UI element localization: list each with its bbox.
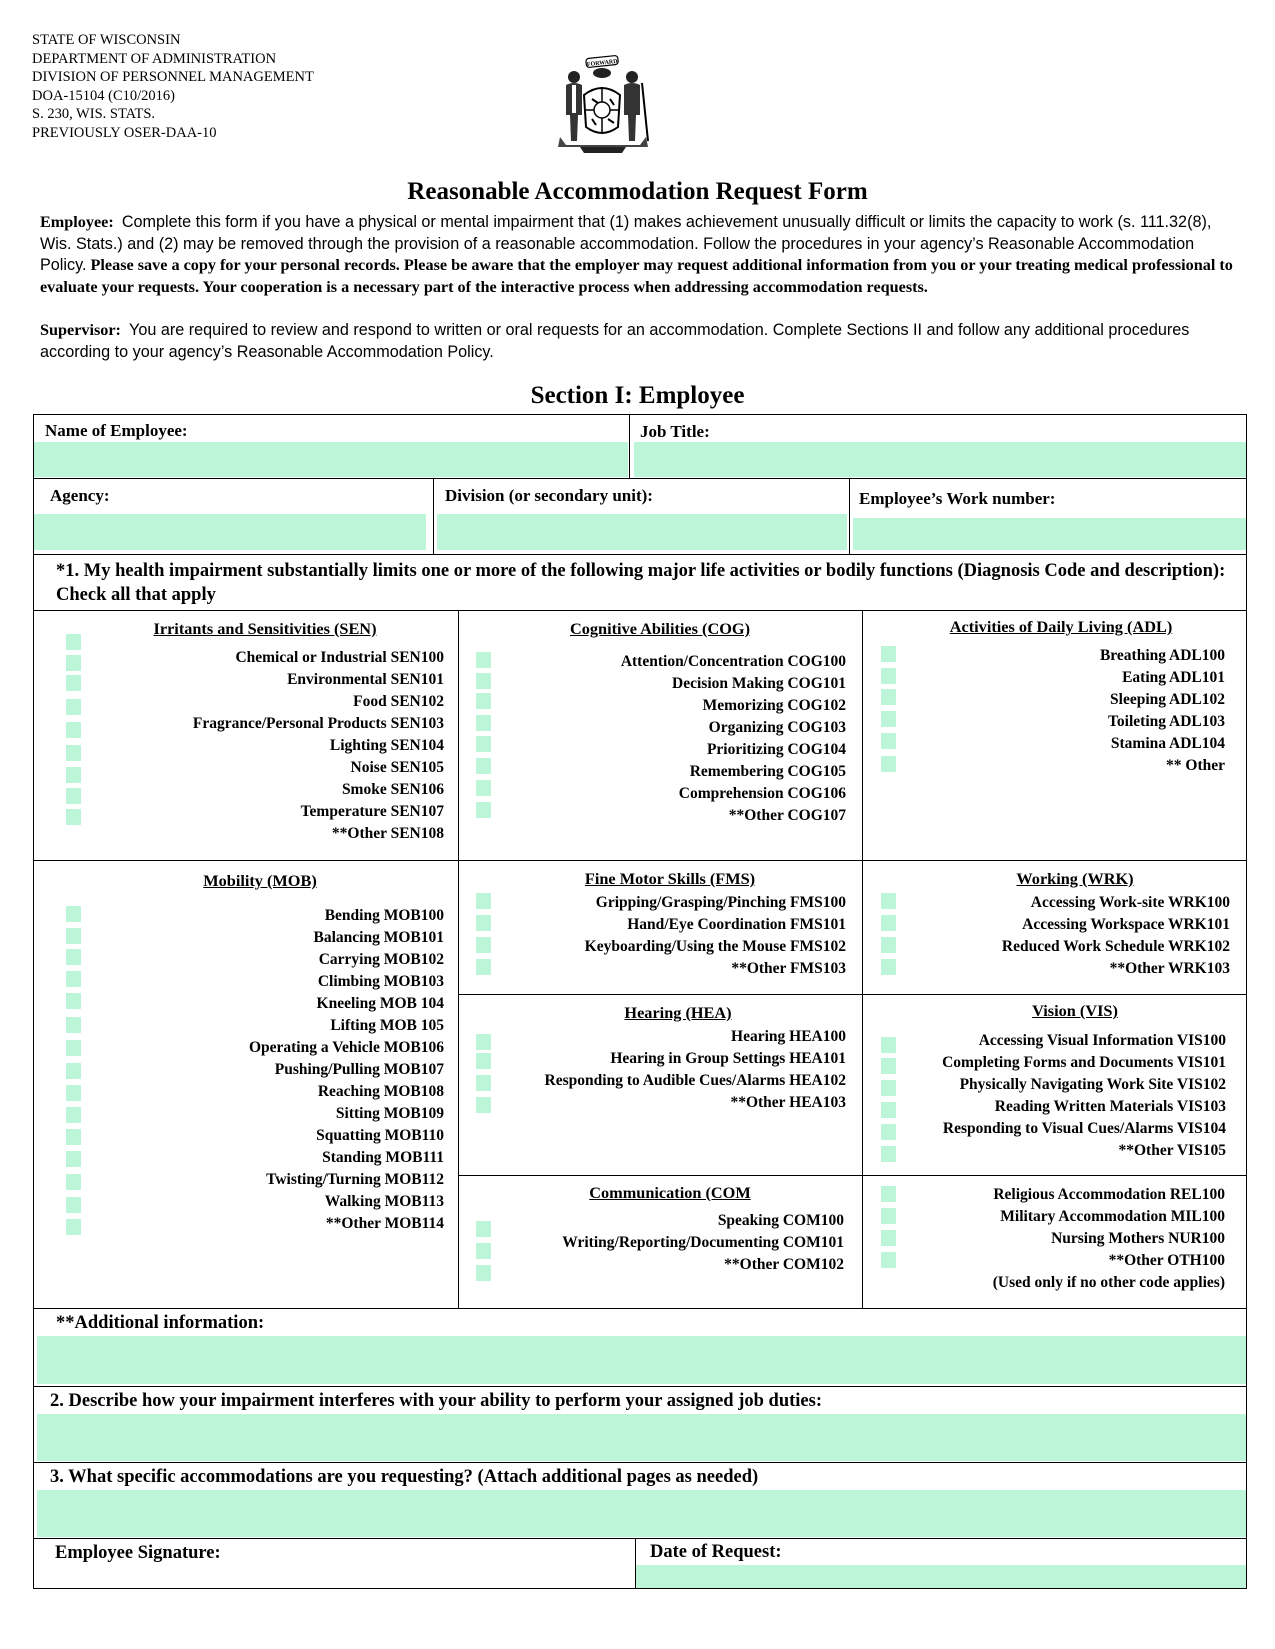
category-title: Hearing (HEA) xyxy=(624,1003,732,1022)
option-checkbox[interactable] xyxy=(66,971,81,987)
option-checkbox[interactable] xyxy=(66,722,81,738)
option-label: Walking MOB113 xyxy=(324,1193,444,1210)
option-checkbox[interactable] xyxy=(881,959,896,975)
option-label: Chemical or Industrial SEN100 xyxy=(235,649,444,666)
option-label: (Used only if no other code applies) xyxy=(992,1274,1225,1291)
option-label: Lighting SEN104 xyxy=(329,737,444,754)
option-label: Remembering COG105 xyxy=(689,763,846,780)
header-line: STATE OF WISCONSIN xyxy=(32,32,181,48)
option-label: Carrying MOB102 xyxy=(318,951,444,968)
option-checkbox[interactable] xyxy=(66,1063,81,1079)
option-label: Standing MOB111 xyxy=(322,1149,444,1166)
option-checkbox[interactable] xyxy=(881,1102,896,1118)
option-checkbox[interactable] xyxy=(476,1221,491,1237)
option-checkbox[interactable] xyxy=(66,1129,81,1145)
option-label: Accessing Workspace WRK101 xyxy=(1022,916,1230,933)
option-checkbox[interactable] xyxy=(476,937,491,953)
option-label: Breathing ADL100 xyxy=(1099,647,1225,664)
option-label: Memorizing COG102 xyxy=(702,697,846,714)
date-input[interactable] xyxy=(636,1565,1246,1588)
option-checkbox[interactable] xyxy=(476,959,491,975)
option-checkbox[interactable] xyxy=(881,1252,896,1268)
option-label: Environmental SEN101 xyxy=(287,671,444,688)
option-label: Twisting/Turning MOB112 xyxy=(266,1171,444,1188)
option-label: Reduced Work Schedule WRK102 xyxy=(1001,938,1230,955)
category-cog xyxy=(470,610,846,860)
option-checkbox[interactable] xyxy=(881,1146,896,1162)
form-title: Reasonable Accommodation Request Form xyxy=(407,178,868,205)
category-mob xyxy=(60,860,444,1308)
question-2: 2. Describe how your impairment interferes with your ability to perform your assigned job duties: xyxy=(50,1391,822,1411)
supervisor-label: Supervisor: xyxy=(40,321,121,339)
option-label: **Other SEN108 xyxy=(331,825,444,842)
option-checkbox[interactable] xyxy=(476,1075,491,1091)
option-label: Pushing/Pulling MOB107 xyxy=(274,1061,444,1078)
category-vis xyxy=(875,994,1226,1175)
form-header xyxy=(32,31,314,143)
option-checkbox[interactable] xyxy=(881,646,896,662)
option-label: Responding to Visual Cues/Alarms VIS104 xyxy=(942,1120,1226,1137)
option-checkbox[interactable] xyxy=(881,1230,896,1246)
option-checkbox[interactable] xyxy=(66,1107,81,1123)
agency-label: Agency: xyxy=(50,486,110,505)
name-label: Name of Employee: xyxy=(45,421,188,440)
category-other xyxy=(875,1175,1225,1308)
division-label: Division (or secondary unit): xyxy=(445,486,653,505)
question-2-input[interactable] xyxy=(37,1414,1246,1461)
option-checkbox[interactable] xyxy=(881,1208,896,1224)
option-label: Hearing in Group Settings HEA101 xyxy=(610,1050,846,1067)
option-label: Prioritizing COG104 xyxy=(706,741,846,758)
option-checkbox[interactable] xyxy=(881,756,896,772)
option-checkbox[interactable] xyxy=(881,1124,896,1140)
state-seal-icon xyxy=(552,55,654,155)
option-label: **Other WRK103 xyxy=(1109,960,1230,977)
option-checkbox[interactable] xyxy=(66,767,81,783)
option-label: Comprehension COG106 xyxy=(678,785,846,802)
signature-area[interactable] xyxy=(34,1566,634,1588)
option-checkbox[interactable] xyxy=(66,1017,81,1033)
option-label: Climbing MOB103 xyxy=(317,973,444,990)
option-checkbox[interactable] xyxy=(66,1219,81,1235)
option-checkbox[interactable] xyxy=(476,652,491,668)
option-checkbox[interactable] xyxy=(881,733,896,749)
option-label: Accessing Visual Information VIS100 xyxy=(978,1032,1226,1049)
option-label: Writing/Reporting/Documenting COM101 xyxy=(562,1234,844,1251)
option-checkbox[interactable] xyxy=(476,715,491,731)
option-checkbox[interactable] xyxy=(881,711,896,727)
option-label: Religious Accommodation REL100 xyxy=(993,1186,1225,1203)
supervisor-instructions xyxy=(40,320,1245,363)
category-title: Cognitive Abilities (COG) xyxy=(570,619,750,638)
category-title: Activities of Daily Living (ADL) xyxy=(949,617,1173,636)
option-label: **Other COM102 xyxy=(724,1256,844,1273)
work-number-label: Employee’s Work number: xyxy=(859,489,1056,508)
option-label: Physically Navigating Work Site VIS102 xyxy=(959,1076,1226,1093)
date-label: Date of Request: xyxy=(650,1542,782,1562)
option-label: ** Other xyxy=(1166,757,1225,774)
option-label: Hand/Eye Coordination FMS101 xyxy=(627,916,846,933)
option-label: Temperature SEN107 xyxy=(300,803,444,820)
employee-label: Employee: xyxy=(40,213,114,231)
option-checkbox[interactable] xyxy=(66,1197,81,1213)
option-label: Smoke SEN106 xyxy=(341,781,444,798)
option-checkbox[interactable] xyxy=(66,634,81,650)
option-checkbox[interactable] xyxy=(476,1243,491,1259)
option-checkbox[interactable] xyxy=(476,736,491,752)
option-checkbox[interactable] xyxy=(476,673,491,689)
option-checkbox[interactable] xyxy=(881,689,896,705)
option-checkbox[interactable] xyxy=(66,809,81,825)
option-label: Accessing Work-site WRK100 xyxy=(1030,894,1230,911)
option-checkbox[interactable] xyxy=(476,915,491,931)
header-line: DIVISION OF PERSONNEL MANAGEMENT xyxy=(32,69,314,86)
option-label: Fragrance/Personal Products SEN103 xyxy=(192,715,444,732)
option-checkbox[interactable] xyxy=(476,758,491,774)
option-label: Hearing HEA100 xyxy=(731,1028,846,1045)
option-label: Toileting ADL103 xyxy=(1108,713,1225,730)
question-3-input[interactable] xyxy=(37,1490,1246,1537)
category-sen xyxy=(60,610,444,860)
option-label: Nursing Mothers NUR100 xyxy=(1051,1230,1225,1247)
work-number-input[interactable] xyxy=(853,518,1246,550)
category-title: Working (WRK) xyxy=(1016,869,1134,888)
option-label: **Other FMS103 xyxy=(731,960,846,977)
option-label: Eating ADL101 xyxy=(1122,669,1225,686)
category-wrk xyxy=(875,860,1230,994)
option-checkbox[interactable] xyxy=(66,788,81,804)
option-checkbox[interactable] xyxy=(881,668,896,684)
option-checkbox[interactable] xyxy=(66,675,81,691)
option-label: Stamina ADL104 xyxy=(1110,735,1225,752)
category-title: Fine Motor Skills (FMS) xyxy=(584,869,756,888)
employee-instructions xyxy=(40,212,1245,298)
option-checkbox[interactable] xyxy=(881,937,896,953)
option-label: Balancing MOB101 xyxy=(313,929,444,946)
option-label: Speaking COM100 xyxy=(717,1212,844,1229)
option-label: Attention/Concentration COG100 xyxy=(620,653,846,670)
option-checkbox[interactable] xyxy=(66,928,81,944)
option-checkbox[interactable] xyxy=(66,655,81,671)
division-input[interactable] xyxy=(437,514,847,550)
option-label: **Other VIS105 xyxy=(1118,1142,1226,1159)
option-checkbox[interactable] xyxy=(476,893,491,909)
option-checkbox[interactable] xyxy=(881,1080,896,1096)
option-label: Decision Making COG101 xyxy=(672,675,846,692)
question-3: 3. What specific accommodations are you requesting? (Attach additional pages as needed) xyxy=(50,1467,759,1487)
section-title: Section I: Employee xyxy=(530,382,745,409)
option-label: **Other MOB114 xyxy=(325,1215,444,1232)
option-checkbox[interactable] xyxy=(476,802,491,818)
category-title: Vision (VIS) xyxy=(1032,1001,1118,1020)
option-label: Reading Written Materials VIS103 xyxy=(994,1098,1226,1115)
category-hea xyxy=(470,994,846,1175)
option-label: Keyboarding/Using the Mouse FMS102 xyxy=(584,938,846,955)
additional-info-label: **Additional information: xyxy=(56,1313,265,1333)
option-checkbox[interactable] xyxy=(66,745,81,761)
category-com xyxy=(470,1175,844,1308)
option-label: Bending MOB100 xyxy=(324,907,444,924)
option-label: Completing Forms and Documents VIS101 xyxy=(942,1054,1226,1071)
supervisor-text: You are required to review and respond to written or oral requests for an accommodation. Complete Sections II and follow any additional procedures according to your agency’s Reasonable Accommodation Policy. xyxy=(40,321,1190,361)
option-checkbox[interactable] xyxy=(476,1034,491,1050)
option-label: Reaching MOB108 xyxy=(317,1083,444,1100)
option-checkbox[interactable] xyxy=(66,1085,81,1101)
category-adl xyxy=(875,610,1225,860)
option-label: Military Accommodation MIL100 xyxy=(1000,1208,1225,1225)
option-checkbox[interactable] xyxy=(66,1174,81,1190)
option-label: Lifting MOB 105 xyxy=(330,1017,444,1034)
category-title: Communication (COM xyxy=(589,1183,751,1202)
option-label: Food SEN102 xyxy=(353,693,444,710)
option-label: Noise SEN105 xyxy=(350,759,444,776)
category-title: Irritants and Sensitivities (SEN) xyxy=(153,619,377,638)
additional-info-input[interactable] xyxy=(37,1336,1246,1384)
header-line: DEPARTMENT OF ADMINISTRATION xyxy=(32,50,277,67)
job-title-input[interactable] xyxy=(634,442,1246,477)
option-checkbox[interactable] xyxy=(881,893,896,909)
option-label: Squatting MOB110 xyxy=(316,1127,444,1144)
option-label: **Other COG107 xyxy=(728,807,846,824)
option-label: Gripping/Grasping/Pinching FMS100 xyxy=(595,894,846,911)
question-1: *1. My health impairment substantially limits one or more of the following major life activities or bodily functions (Diagnosis Code and description): Check all that apply xyxy=(56,561,1226,605)
option-checkbox[interactable] xyxy=(66,993,81,1009)
option-label: **Other OTH100 xyxy=(1108,1252,1225,1269)
option-checkbox[interactable] xyxy=(881,1037,896,1053)
seal-motto: FORWARD xyxy=(586,58,618,69)
option-label: Sleeping ADL102 xyxy=(1110,691,1225,708)
employee-text: Complete this form if you have a physical or mental impairment that (1) makes achievement unusually difficult or limits the capacity to work (s. 111.32(8), Wis. Stats.) and (2) may be removed through the provision of a reasonable accommodation. Follow the procedures in your agency’s Reasonable Accommodation Policy. xyxy=(40,213,1212,275)
header-line: PREVIOUSLY OSER-DAA-10 xyxy=(32,124,217,141)
agency-input[interactable] xyxy=(34,514,426,550)
option-checkbox[interactable] xyxy=(66,699,81,715)
option-checkbox[interactable] xyxy=(66,906,81,922)
header-line: DOA-15104 (C10/2016) xyxy=(32,87,175,104)
option-checkbox[interactable] xyxy=(66,949,81,965)
option-checkbox[interactable] xyxy=(881,1186,896,1202)
option-checkbox[interactable] xyxy=(476,1097,491,1113)
option-checkbox[interactable] xyxy=(476,693,491,709)
option-label: Operating a Vehicle MOB106 xyxy=(248,1039,444,1056)
option-label: Responding to Audible Cues/Alarms HEA102 xyxy=(544,1072,846,1089)
option-label: Kneeling MOB 104 xyxy=(316,995,444,1012)
header-line: S. 230, WIS. STATS. xyxy=(32,106,156,123)
option-checkbox[interactable] xyxy=(881,915,896,931)
signature-label: Employee Signature: xyxy=(55,1543,221,1563)
employee-bold-text: Please save a copy for your personal records. Please be aware that the employer may request additional information from you or your treating medical professional to evaluate your requests. Your cooperation is a necessary part of the interactive process when addressing accommodation requests. xyxy=(40,256,1233,296)
option-checkbox[interactable] xyxy=(476,780,491,796)
job-title-label: Job Title: xyxy=(640,422,710,441)
option-label: Sitting MOB109 xyxy=(335,1105,444,1122)
option-label: Organizing COG103 xyxy=(708,719,846,736)
option-checkbox[interactable] xyxy=(66,1151,81,1167)
option-checkbox[interactable] xyxy=(476,1265,491,1281)
category-title: Mobility (MOB) xyxy=(203,871,317,890)
category-fms xyxy=(470,860,846,994)
option-checkbox[interactable] xyxy=(881,1058,896,1074)
option-checkbox[interactable] xyxy=(476,1053,491,1069)
option-checkbox[interactable] xyxy=(66,1040,81,1056)
option-label: **Other HEA103 xyxy=(730,1094,846,1111)
name-input[interactable] xyxy=(34,442,628,477)
